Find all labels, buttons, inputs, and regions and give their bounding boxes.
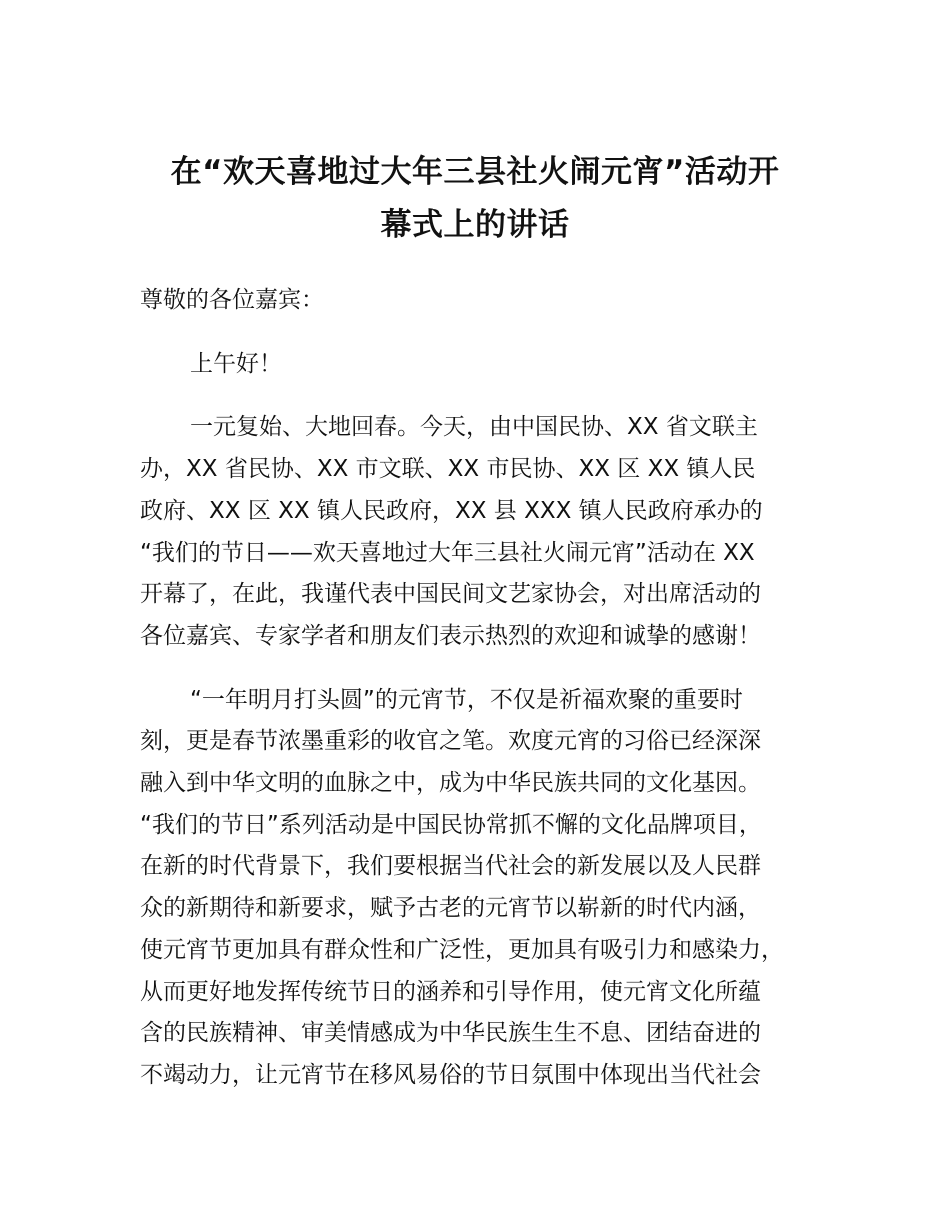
title-line-1: 在“欢天喜地过大年三县社火闹元宵”活动开 (170, 154, 780, 190)
greeting: 上午好！ (190, 350, 282, 377)
paragraph-line: 在新的时代背景下，我们要根据当代社会的新发展以及人民群 (140, 853, 761, 880)
document-body (140, 280, 830, 1097)
paragraph-line: “我们的节日”系列活动是中国民协常抓不懈的文化品牌项目， (140, 811, 762, 838)
paragraph-line: 办，XX 省民协、XX 市文联、XX 市民协、XX 区 XX 镇人民 (140, 456, 756, 483)
paragraph-line: 政府、XX 区 XX 镇人民政府，XX 县 XXX 镇人民政府承办的 (140, 497, 763, 524)
paragraph-line: 融入到中华文明的血脉之中，成为中华民族共同的文化基因。 (140, 770, 761, 797)
paragraph-1 (140, 407, 830, 657)
paragraph-2 (140, 680, 830, 1097)
paragraph-line: 含的民族精神、审美情感成为中华民族生生不息、团结奋进的 (140, 1020, 761, 1047)
paragraph-line: 开幕了，在此，我谨代表中国民间文艺家协会，对出席活动的 (140, 581, 761, 608)
paragraph-line: 一元复始、大地回春。今天，由中国民协、XX 省文联主 (190, 414, 758, 441)
paragraph-line: 不竭动力，让元宵节在移风易俗的节日氛围中体现出当代社会 (140, 1061, 761, 1088)
paragraph-line: 使元宵节更加具有群众性和广泛性，更加具有吸引力和感染力， (140, 936, 784, 963)
paragraph-line: 刻，更是春节浓墨重彩的收官之笔。欢度元宵的习俗已经深深 (140, 728, 761, 755)
paragraph-line: “我们的节日——欢天喜地过大年三县社火闹元宵”活动在 XX (140, 539, 755, 566)
salutation: 尊敬的各位嘉宾： (140, 287, 324, 313)
paragraph-line: 从而更好地发挥传统节日的涵养和引导作用，使元宵文化所蕴 (140, 978, 761, 1005)
document-title (100, 146, 850, 252)
paragraph-line: “一年明月打头圆”的元宵节，不仅是祈福欢聚的重要时 (190, 686, 743, 713)
title-line-2: 幕式上的讲话 (380, 207, 570, 243)
paragraph-line: 各位嘉宾、专家学者和朋友们表示热烈的欢迎和诚挚的感谢！ (140, 622, 761, 649)
paragraph-line: 众的新期待和新要求，赋予古老的元宵节以崭新的时代内涵， (140, 895, 761, 922)
